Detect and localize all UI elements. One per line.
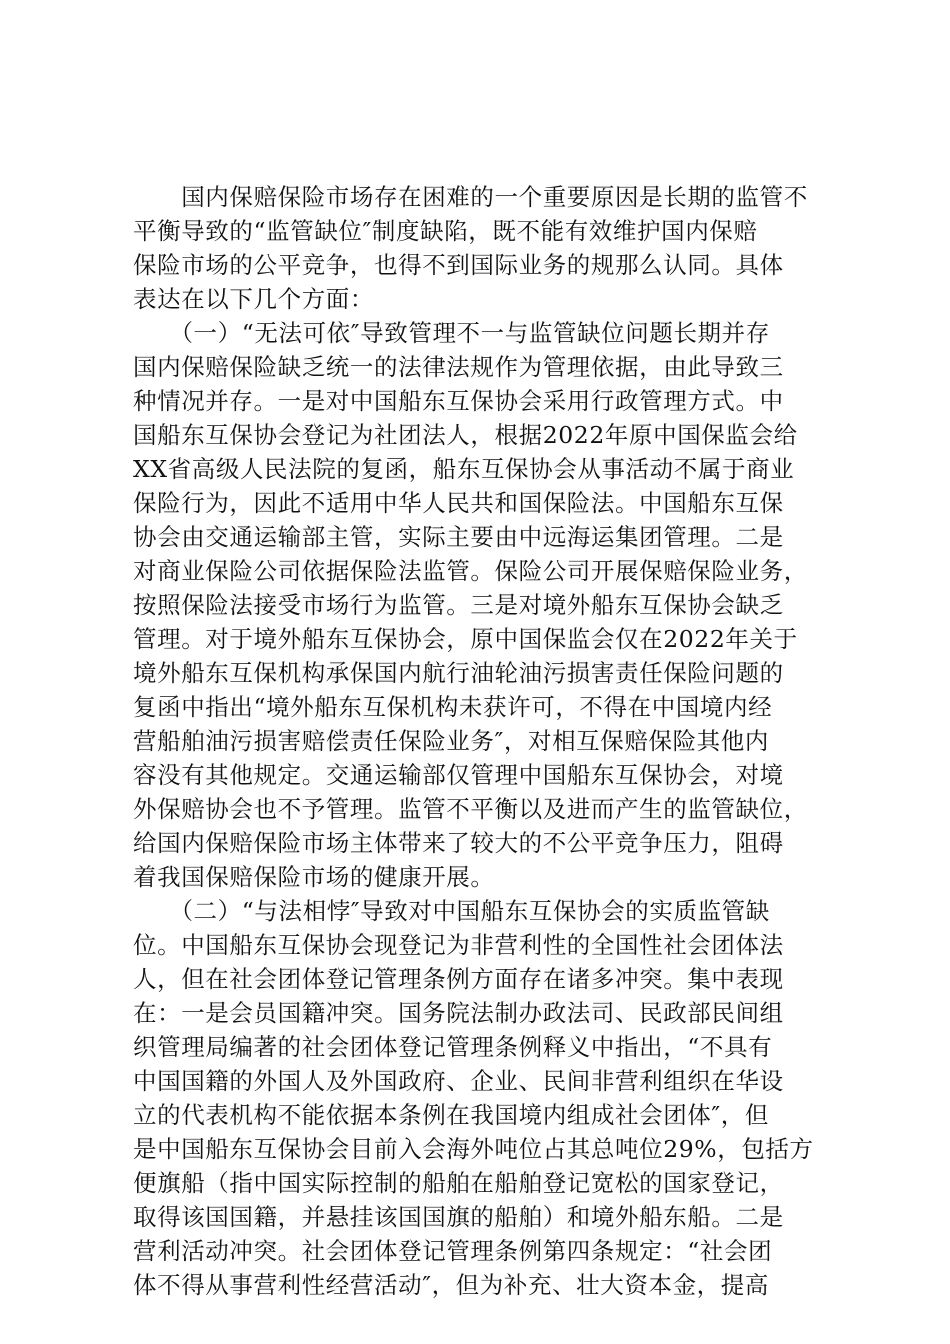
text-line: （二）“与法相悖″导致对中国船东互保协会的实质监管缺	[133, 897, 770, 925]
text-line: 协会由交通运输部主管，实际主要由中远海运集团管理。二是	[133, 523, 784, 551]
text-line: XX省高级人民法院的复函，船东互保协会从事活动不属于商业	[133, 455, 795, 483]
text-line: 取得该国国籍，并悬挂该国国旗的船舶）和境外船东船。二是	[133, 1203, 784, 1231]
text-line: 中国国籍的外国人及外国政府、企业、民间非营利组织在华设	[133, 1067, 784, 1095]
text-line: 人，但在社会团体登记管理条例方面存在诸多冲突。集中表现	[133, 965, 784, 993]
text-line: 国内保赔保险缺乏统一的法律法规作为管理依据，由此导致三	[133, 353, 784, 381]
text-line: 保险市场的公平竞争，也得不到国际业务的规那么认同。具体	[133, 251, 784, 279]
text-line: 体不得从事营利性经营活动″，但为补充、壮大资本金，提高	[133, 1271, 769, 1299]
text-line: 外保赔协会也不予管理。监管不平衡以及进而产生的监管缺位，	[133, 795, 808, 823]
text-line: 种情况并存。一是对中国船东互保协会采用行政管理方式。中	[133, 387, 784, 415]
text-line: 国内保赔保险市场存在困难的一个重要原因是长期的监管不	[133, 183, 808, 211]
text-line: 位。中国船东互保协会现登记为非营利性的全国性社会团体法	[133, 931, 784, 959]
text-line: 在：一是会员国籍冲突。国务院法制办政法司、民政部民间组	[133, 999, 784, 1027]
text-line: 保险行为，因此不适用中华人民共和国保险法。中国船东互保	[133, 489, 784, 517]
text-line: 管理。对于境外船东互保协会，原中国保监会仅在2022年关于	[133, 625, 798, 653]
text-line: 是中国船东互保协会目前入会海外吨位占其总吨位29%，包括方	[133, 1135, 814, 1163]
text-line: 给国内保赔保险市场主体带来了较大的不公平竞争压力，阻碍	[133, 829, 784, 857]
text-line: 表达在以下几个方面：	[133, 285, 374, 313]
text-line: 立的代表机构不能依据本条例在我国境内组成社会团体″，但	[133, 1101, 769, 1129]
text-line: 国船东互保协会登记为社团法人，根据2022年原中国保监会给	[133, 421, 798, 449]
text-line: 织管理局编著的社会团体登记管理条例释义中指出，“不具有	[133, 1033, 773, 1061]
text-line: 按照保险法接受市场行为监管。三是对境外船东互保协会缺乏	[133, 591, 784, 619]
text-line: 对商业保险公司依据保险法监管。保险公司开展保赔保险业务，	[133, 557, 808, 585]
text-line: 复函中指出“境外船东互保机构未获许可，不得在中国境内经	[133, 693, 773, 721]
text-line: 境外船东互保机构承保国内航行油轮油污损害责任保险问题的	[133, 659, 784, 687]
text-line: 着我国保赔保险市场的健康开展。	[133, 863, 495, 891]
text-line: 容没有其他规定。交通运输部仅管理中国船东互保协会，对境	[133, 761, 784, 789]
text-line: 平衡导致的“监管缺位″制度缺陷，既不能有效维护国内保赔	[133, 217, 758, 245]
text-line: （一）“无法可依″导致管理不一与监管缺位问题长期并存	[133, 319, 770, 347]
text-line: 便旗船（指中国实际控制的船舶在船舶登记宽松的国家登记，	[133, 1169, 784, 1197]
text-line: 营船舶油污损害赔偿责任保险业务″，对相互保赔保险其他内	[133, 727, 769, 755]
text-line: 营利活动冲突。社会团体登记管理条例第四条规定：“社会团	[133, 1237, 773, 1265]
